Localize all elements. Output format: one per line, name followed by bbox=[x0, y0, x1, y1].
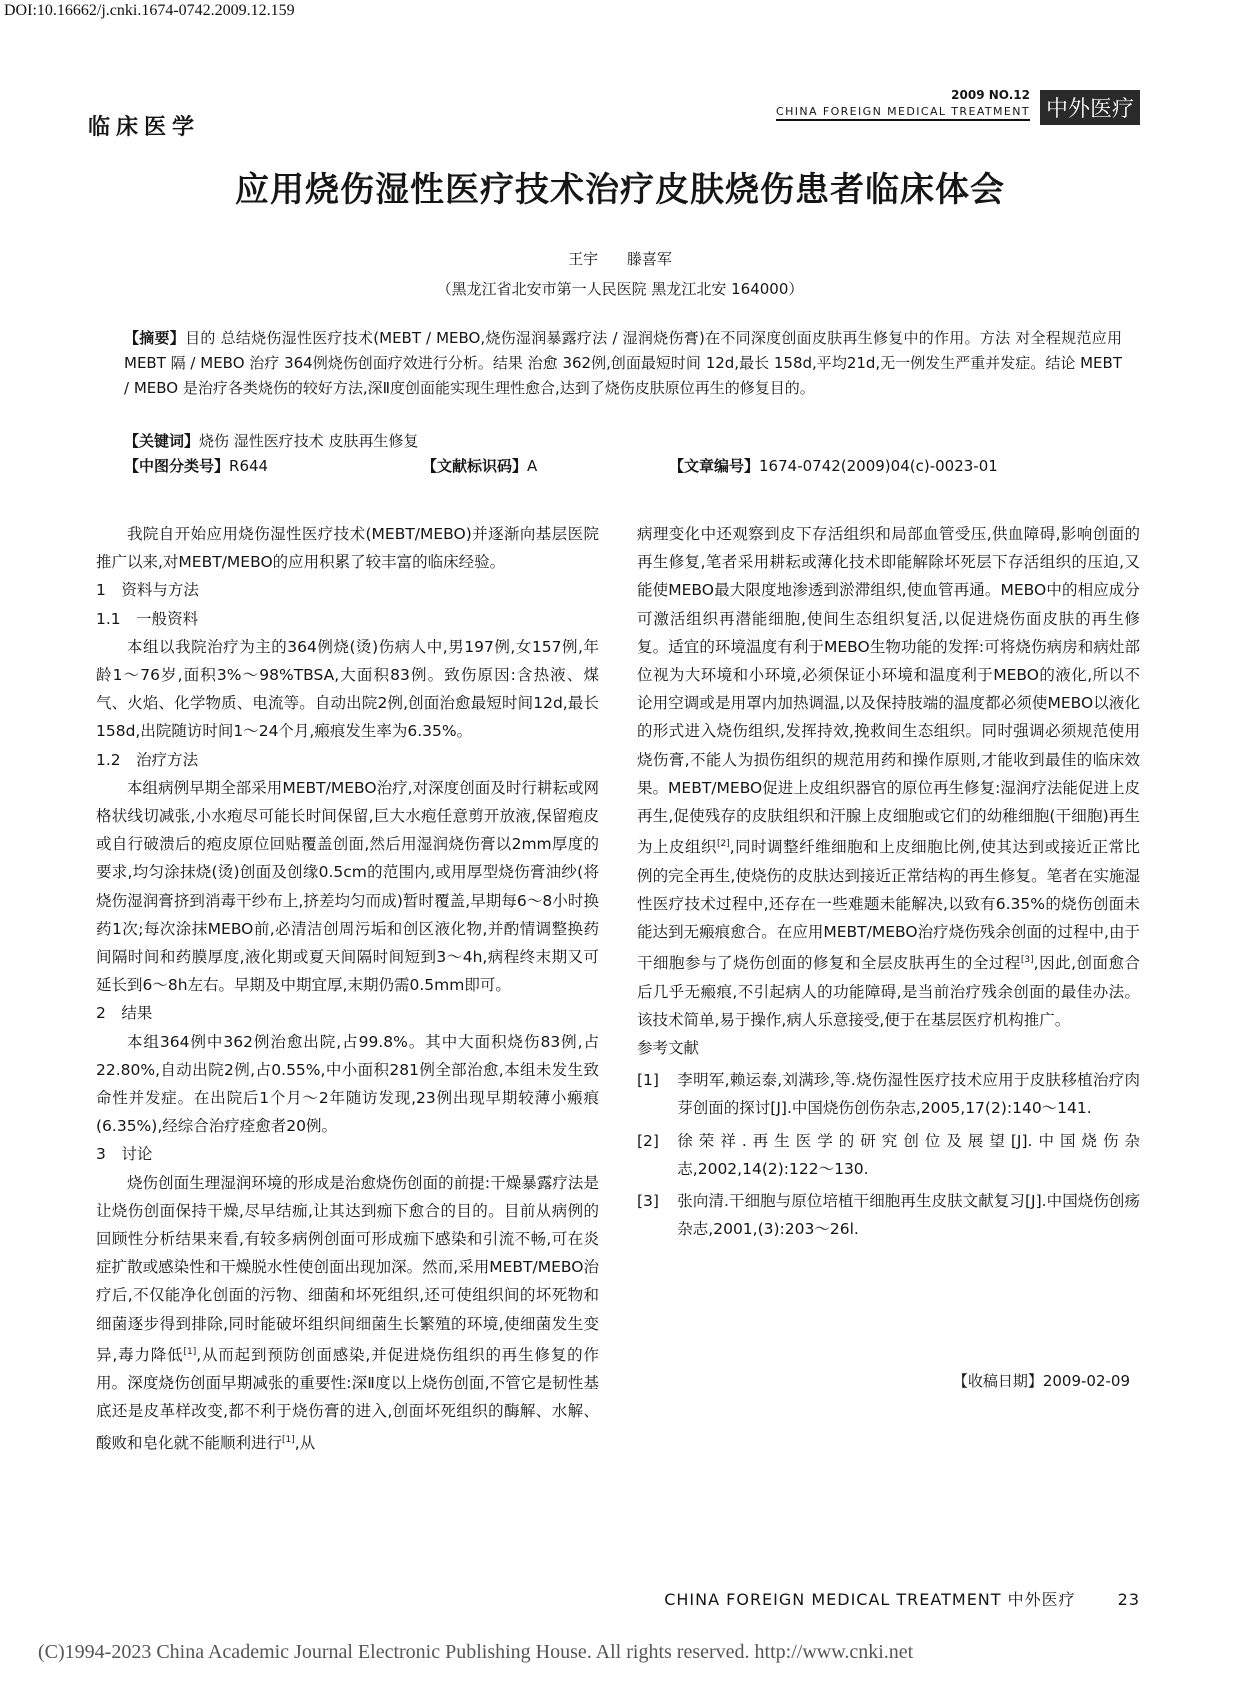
reference-text: 张向清.干细胞与原位培植干细胞再生皮肤文献复习[J].中国烧伤创疡杂志,2001,(3):203～26l. bbox=[677, 1191, 1140, 1239]
copyright-notice: (C)1994-2023 China Academic Journal Electronic Publishing House. All rights reserved. http://www.cnki.net bbox=[38, 1641, 914, 1663]
heading-treatment: 1.2 治疗方法 bbox=[96, 750, 199, 769]
article-no-value: 1674-0742(2009)04(c)-0023-01 bbox=[759, 457, 998, 475]
references-heading: 参考文献 bbox=[637, 1038, 700, 1057]
heading-results: 2 结果 bbox=[96, 1004, 153, 1023]
section-label: 临床医学 bbox=[88, 115, 201, 140]
received-date: 【收稿日期】2009-02-09 bbox=[952, 1372, 1130, 1390]
authors: 王宇 滕喜军 bbox=[568, 250, 672, 268]
reference-text: 李明军,赖运泰,刘满珍,等.烧伤湿性医疗技术应用于皮肤移植治疗肉芽创面的探讨[J].中国烧伤创伤杂志,2005,17(2):140～141. bbox=[677, 1071, 1140, 1118]
affiliation: （黑龙江省北安市第一人民医院 黑龙江北安 164000） bbox=[436, 280, 804, 298]
paragraph-results: 本组364例中362例治愈出院,占99.8%。其中大面积烧伤83例,占22.80%,自动出院2例,占0.55%,中小面积281例全部治愈,本组未发生致命性并发症。在出院后1个月～2年随访发现,23例出现早期较薄小瘢痕(6.35%),经综合治疗痊愈者20例。 bbox=[96, 1032, 599, 1136]
heading-general-data: 1.1 一般资料 bbox=[96, 609, 199, 628]
doc-code-label: 【文献标识码】 bbox=[422, 457, 528, 475]
keywords-label: 【关键词】 bbox=[124, 432, 200, 450]
continued-text-3: ,因此,创面愈合后几乎无瘢痕,不引起病人的功能障碍,是当前治疗残余创面的最佳办法。该技术简单,易于操作,病人乐意接受,便于在基层医疗机构推广。 bbox=[637, 954, 1140, 1029]
citation-2: [2] bbox=[716, 839, 730, 850]
doc-code-value: A bbox=[527, 457, 538, 475]
article-title: 应用烧伤湿性医疗技术治疗皮肤烧伤患者临床体会 bbox=[235, 170, 1005, 210]
journal-year-issue: 2009 NO.12 bbox=[951, 88, 1030, 102]
reference-1 bbox=[637, 1066, 1140, 1122]
paragraph-treatment: 本组病例早期全部采用MEBT/MEBO治疗,对深度创面及时行耕耘或网格状线切减张,小水疱尽可能长时间保留,巨大水疱任意剪开放液,保留疱皮或自行破溃后的疱皮原位回贴覆盖创面,然后用湿润烧伤膏以2mm厚度的要求,均匀涂抹烧(烫)创面及创缘0.5cm的范围内,或用厚型烧伤膏油纱(将烧伤湿润膏挤到消毒干纱布上,挤差均匀而成)暂时覆盖,早期每6～8小时换药1次;每次涂抹MEBO前,必清洁创周污垢和创区液化物,并酌情调整换药间隔时间和药膜厚度,液化期或夏天间隔时间短到3～4h,病程终末期又可延长到6～8h左右。早期及中期宜厚,末期仍需0.5mm即可。 bbox=[96, 778, 599, 995]
continued-text-2: ,同时调整纤维细胞和上皮细胞比例,使其达到或接近正常比例的完全再生,使烧伤的皮肤达到接近正常结构的再生修复。笔者在实施湿性医疗技术过程中,还存在一些难题未能解决,以致有6.35%的烧伤创面未能达到无瘢痕愈合。在应用MEBT/MEBO治疗烧伤残余创面的过程中,由于干细胞参与了烧伤创面的修复和全层皮肤再生的全过程 bbox=[637, 838, 1140, 973]
page-footer bbox=[664, 1587, 1140, 1610]
discussion-text-2: ,从而起到预防创面感染,并促进烧伤组织的再生修复的作用。深度烧伤创面早期减张的重要性:深Ⅱ度以上烧伤创面,不管它是韧性基底还是皮革样改变,都不利于烧伤膏的进入,创面坏死组织的酶解、水解、酸败和皂化就不能顺利进行 bbox=[96, 1346, 599, 1452]
body-right-column bbox=[637, 520, 1140, 1243]
reference-number: [2] bbox=[637, 1131, 659, 1150]
article-no-label: 【文章编号】 bbox=[669, 457, 760, 475]
intro-paragraph: 我院自开始应用烧伤湿性医疗技术(MEBT/MEBO)并逐渐向基层医院推广以来,对MEBT/MEBO的应用积累了较丰富的临床经验。 bbox=[96, 525, 599, 572]
discussion-text-1: 烧伤创面生理湿润环境的形成是治愈烧伤创面的前提:干燥暴露疗法是让烧伤创面保持干燥,尽早结痂,让其达到痂下愈合的目的。目前从病例的回顾性分析结果来看,有较多病例创面可形成痂下感染和引流不畅,可在炎症扩散或感染性和干燥脱水性使创面出现加深。然而,采用MEBT/MEBO治疗后,不仅能净化创面的污物、细菌和坏死组织,还可使组织间的坏死物和细菌逐步得到排除,同时能破坏组织间细菌生长繁殖的环境,使细菌发生变异,毒力降低 bbox=[96, 1173, 599, 1365]
journal-header bbox=[740, 88, 1140, 128]
keywords bbox=[124, 429, 1122, 454]
journal-chinese-name: 中外医疗 bbox=[1040, 90, 1140, 125]
abstract-text: 目的 总结烧伤湿性医疗技术(MEBT / MEBO,烧伤湿润暴露疗法 / 湿润烧伤膏)在不同深度创面皮肤再生修复中的作用。方法 对全程规范应用 MEBT 隔 / MEBO 治疗 364例烧伤创面疗效进行分析。结果 治愈 362例,创面最短时间 12d,最长 158d,平均21d,无一例发生严重并发症。结论 MEBT / MEBO 是治疗各类烧伤的较好方法,深Ⅱ度创面能实现生理性愈合,达到了烧伤皮肤原位再生的修复目的。 bbox=[124, 329, 1122, 397]
clc-label: 【中图分类号】 bbox=[124, 457, 230, 475]
paragraph-continued bbox=[637, 520, 1140, 1034]
paragraph-general-data: 本组以我院治疗为主的364例烧(烫)伤病人中,男197例,女157例,年龄1～76岁,面积3%～98%TBSA,大面积83例。致伤原因:含热液、煤气、火焰、化学物质、电流等。自动出院2例,创面治愈最短时间12d,最长158d,出院随访时间1～24个月,瘢痕发生率为6.35%。 bbox=[96, 637, 599, 741]
citation-1: [1] bbox=[183, 1346, 197, 1357]
clc-value: R644 bbox=[229, 457, 269, 475]
citation-3: [3] bbox=[1020, 955, 1034, 966]
page-number: 23 bbox=[1117, 1590, 1140, 1609]
keywords-text: 烧伤 湿性医疗技术 皮肤再生修复 bbox=[199, 432, 419, 450]
paragraph-discussion bbox=[96, 1169, 599, 1457]
heading-discussion: 3 讨论 bbox=[96, 1145, 153, 1164]
footer-journal: CHINA FOREIGN MEDICAL TREATMENT 中外医疗 bbox=[664, 1590, 1076, 1609]
reference-3 bbox=[637, 1187, 1140, 1243]
journal-english-name: CHINA FOREIGN MEDICAL TREATMENT bbox=[776, 105, 1030, 121]
reference-2 bbox=[637, 1127, 1140, 1183]
continued-text-1: 病理变化中还观察到皮下存活组织和局部血管受压,供血障碍,影响创面的再生修复,笔者采用耕耘或薄化技术即能解除坏死层下存活组织的压迫,又能使MEBO最大限度地渗透到淤滞组织,使血管再通。MEBO中的相应成分可激活组织再潜能细胞,使间生态组织复活,以促进烧伤面皮肤的再生修复。适宜的环境温度有利于MEBO生物功能的发挥:可将烧伤病房和病灶部位视为大环境和小环境,必须保证小环境和温度利于MEBO的液化,所以不论用空调或是用罩内加热调温,以及保持肢端的温度都必须使MEBO以液化的形式进入烧伤组织,发挥持效,挽救间生态组织。同时强调必须规范使用烧伤膏,不能人为损伤组织的规范用药和操作原则,才能收到最佳的临床效果。MEBT/MEBO促进上皮组织器官的原位再生修复:湿润疗法能促进上皮再生,促使残存的皮肤组织和汗腺上皮细胞或它们的幼稚细胞(干细胞)再生为上皮组织 bbox=[637, 525, 1140, 857]
abstract-label: 【摘要】 bbox=[124, 329, 186, 347]
abstract bbox=[124, 326, 1122, 401]
reference-number: [1] bbox=[637, 1071, 659, 1090]
discussion-text-3: ,从 bbox=[294, 1433, 316, 1452]
body-left-column bbox=[96, 520, 599, 1457]
citation-1b: [1] bbox=[282, 1434, 295, 1445]
reference-text: 徐荣祥.再生医学的研究创位及展望[J].中国烧伤杂志,2002,14(2):122～130. bbox=[677, 1131, 1140, 1178]
reference-number: [3] bbox=[637, 1191, 659, 1210]
heading-methods: 1 资料与方法 bbox=[96, 581, 199, 600]
doi-line: DOI:10.16662/j.cnki.1674-0742.2009.12.159 bbox=[4, 2, 295, 19]
